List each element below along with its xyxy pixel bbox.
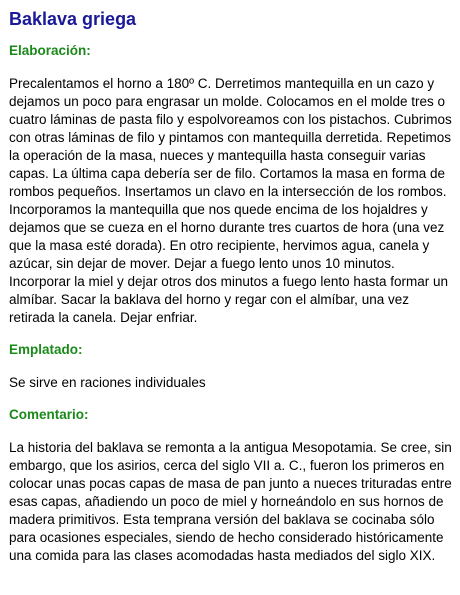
section-text-comentario: La historia del baklava se remonta a la antigua Mesopotamia. Se cree, sin embargo, que los asirios, cerca del siglo VII a. C., fueron los primeros en colocar unas pocas capas de masa de pan junto a nueces trituradas entre esas capas, añadiendo un poco de miel y horneándolo en sus hornos de madera primitivos. Esta temprana versión del baklava se cocinaba sólo para ocasiones especiales, siendo de hecho considerado históricamente una comida para las clases acomodadas hasta mediados del siglo XIX. (9, 440, 452, 563)
section-heading-comentario: Comentario: (9, 407, 89, 422)
section-heading-elaboracion: Elaboración: (9, 43, 91, 58)
section-text-emplatado: Se sirve en raciones individuales (9, 375, 206, 390)
section-text-elaboracion: Precalentamos el horno a 180º C. Derretimos mantequilla en un cazo y dejamos un poco para engrasar un molde. Colocamos en el molde tres o cuatro láminas de pasta filo y espolvoreamos con los pistachos. Cubrimos con otras láminas de filo y pintamos con mantequilla derretida. Repetimos la operación de la masa, nueces y mantequilla hasta conseguir varias capas. La última capa debería ser de filo. Cortamos la masa en forma de rombos pequeños. Insertamos un clavo en la intersección de los rombos. Incorporamos la mantequilla que nos quede encima de los hojaldres y dejamos que se cueza en el horno durante tres cuartos de hora (una vez que la masa esté dorada). En otro recipiente, hervimos agua, canela y azúcar, sin dejar de mover. Dejar a fuego lento unos 10 minutos. Incorporar la miel y dejar otros dos minutos a fuego lento hasta formar un almíbar. Sacar la baklava del horno y regar con el almíbar, una vez retirada la canela. Dejar enfriar. (9, 76, 452, 325)
recipe-title: Baklava griega (9, 9, 137, 29)
section-heading-emplatado: Emplatado: (9, 342, 83, 357)
